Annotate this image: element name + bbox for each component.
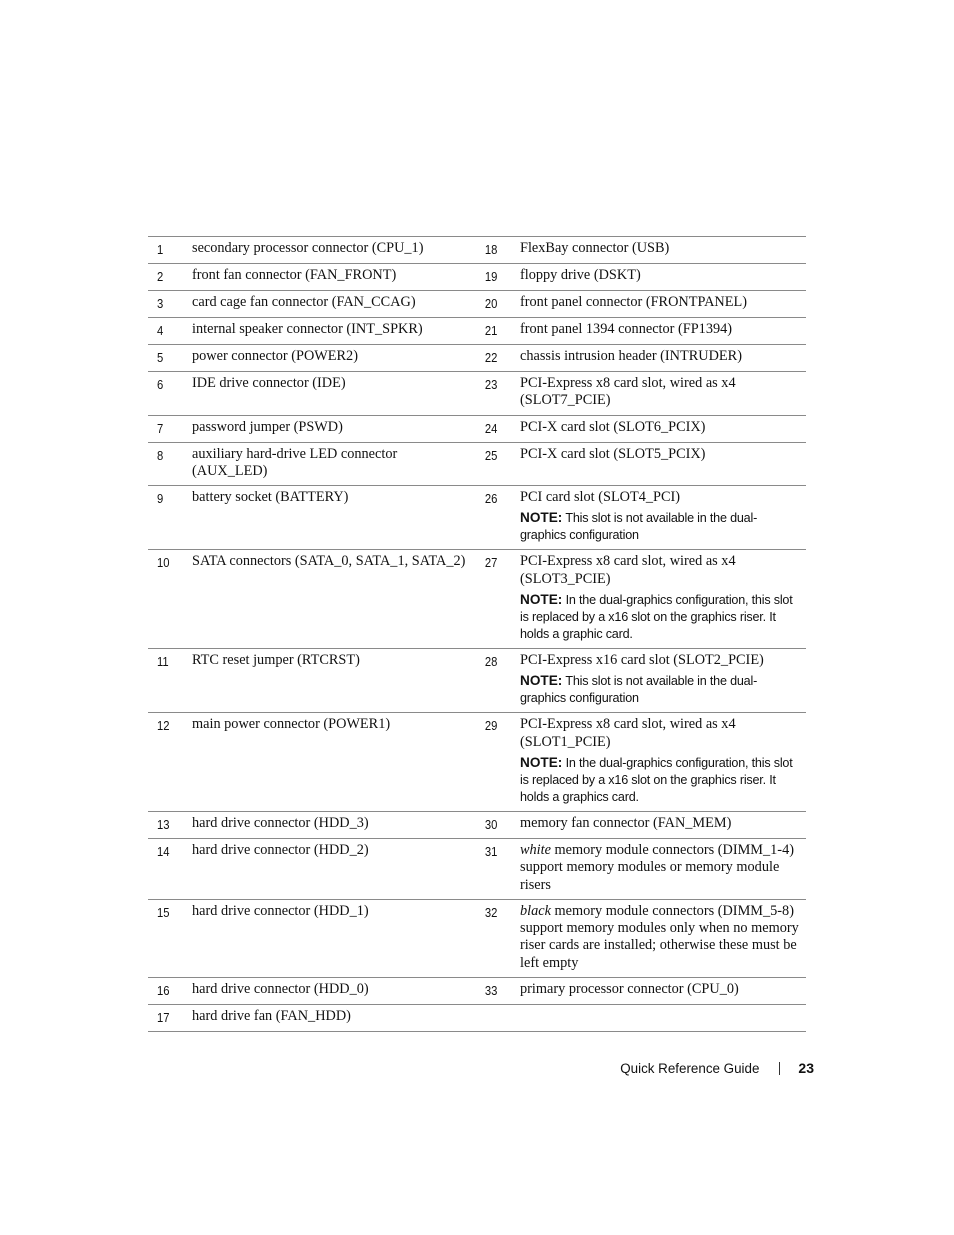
item-description-text: memory fan connector (FAN_MEM) [520,814,732,831]
item-description [520,1005,806,1013]
item-number: 16 [157,984,170,999]
item-number: 9 [157,492,164,507]
item-description [520,812,806,837]
note-text: In the dual-graphics configuration, this slot is replaced by a x16 slot on the graphics riser. It holds a graphic card. [520,593,793,642]
item-description: SATA connectors (SATA_0, SATA_1, SATA_2) [192,553,466,570]
table-row [148,1005,806,1032]
item-number [475,1005,516,1014]
item-number: 29 [484,719,498,734]
item-description [520,264,806,289]
table-row [148,442,806,486]
note-label: NOTE: [520,673,563,689]
table-row [148,550,806,649]
item-description [520,713,806,811]
item-number: 6 [157,378,164,392]
item-number: 8 [157,448,164,463]
item-description-text: PCI-Express x16 card slot (SLOT2_PCIE) [520,652,764,669]
item-description: hard drive connector (HDD_2) [192,841,369,858]
item-number: 24 [484,421,498,436]
item-number: 26 [484,492,498,507]
item-description: power connector (POWER2) [192,348,358,364]
item-number: 27 [484,556,498,571]
table-row [148,264,806,291]
item-description [520,416,806,441]
item-description: auxiliary hard-drive LED connector (AUX_LED) [192,445,398,479]
item-description [520,978,806,1003]
connector-table [148,236,806,1032]
table-row [148,811,806,838]
table-row [148,978,806,1005]
item-description-text: PCI-X card slot (SLOT5_PCIX) [520,445,706,462]
item-number: 11 [157,655,169,670]
item-description [520,237,806,262]
item-description [520,345,806,370]
item-description [520,839,806,899]
note [520,509,802,544]
item-number: 22 [484,351,498,365]
item-description-text: front panel 1394 connector (FP1394) [520,321,733,337]
item-description: password jumper (PSWD) [192,418,343,435]
table-row [148,318,806,345]
item-number: 7 [157,421,164,436]
item-description-text: chassis intrusion header (INTRUDER) [520,348,742,364]
item-description: battery socket (BATTERY) [192,489,349,506]
item-description-text: memory module connectors (DIMM_5-8) support memory modules only when no memory riser cards are installed; otherwise these must be left empty [520,902,799,971]
item-description-text: PCI-Express x8 card slot, wired as x4 (SLOT3_PCIE) [520,553,736,587]
item-description: RTC reset jumper (RTCRST) [192,652,360,669]
item-number: 17 [157,1011,170,1026]
note-label: NOTE: [520,754,563,770]
item-number: 18 [484,243,498,257]
table-row [148,713,806,812]
item-description: secondary processor connector (CPU_1) [192,240,424,256]
item-description [520,900,806,977]
item-description: IDE drive connector (IDE) [192,375,346,391]
color-emphasis: white [520,841,551,858]
table-row [148,237,806,264]
table-row [148,486,806,550]
note [520,672,802,707]
item-description: hard drive connector (HDD_1) [192,902,369,919]
item-number: 19 [484,270,498,284]
item-number: 33 [484,984,498,999]
item-number: 25 [484,448,498,463]
item-number: 3 [157,297,164,311]
item-description-text: PCI-X card slot (SLOT6_PCIX) [520,418,706,435]
item-description-text: primary processor connector (CPU_0) [520,981,739,998]
item-description: front fan connector (FAN_FRONT) [192,267,397,283]
item-number: 31 [484,844,498,859]
note-label: NOTE: [520,592,563,608]
item-number: 2 [157,270,164,284]
item-description: hard drive connector (HDD_0) [192,981,369,998]
footer-separator [779,1062,780,1075]
table-row [148,415,806,442]
item-number: 23 [484,378,498,392]
item-number: 12 [157,719,170,734]
item-number: 21 [484,324,498,338]
item-description: hard drive connector (HDD_3) [192,814,369,831]
item-description: hard drive fan (FAN_HDD) [192,1008,351,1025]
table-row [148,838,806,899]
item-description-text: PCI-Express x8 card slot, wired as x4 (SLOT1_PCIE) [520,716,736,750]
item-description-text: floppy drive (DSKT) [520,267,641,283]
item-number: 4 [157,324,164,338]
item-description: main power connector (POWER1) [192,716,391,733]
item-description [520,443,806,468]
item-description [520,318,806,343]
note-text: This slot is not available in the dual-graphics configuration [520,674,758,706]
page-footer [620,1060,814,1076]
item-number: 14 [157,844,170,859]
table-row [148,345,806,372]
item-description [520,550,806,648]
item-description [520,291,806,316]
item-description-text: FlexBay connector (USB) [520,240,670,256]
item-description-text: memory module connectors (DIMM_1-4) support memory modules or memory module risers [520,841,794,893]
table-row [148,899,806,977]
item-number: 10 [157,556,170,571]
item-number: 30 [484,817,498,832]
item-number: 1 [157,243,164,257]
table-row [148,649,806,713]
item-number: 20 [484,297,498,311]
item-number: 5 [157,351,164,365]
footer-title: Quick Reference Guide [620,1060,760,1076]
item-description: card cage fan connector (FAN_CCAG) [192,294,416,310]
item-number: 28 [484,655,498,670]
note-text: This slot is not available in the dual-graphics configuration [520,511,758,543]
table-row [148,291,806,318]
note-label: NOTE: [520,510,563,526]
item-description-text: PCI-Express x8 card slot, wired as x4 (SLOT7_PCIE) [520,375,736,409]
note [520,591,802,643]
color-emphasis: black [520,902,551,919]
item-number: 13 [157,817,170,832]
item-description [520,372,806,415]
item-description [520,486,806,549]
item-description: internal speaker connector (INT_SPKR) [192,321,423,337]
item-description [520,649,806,712]
note [520,754,802,806]
page-number: 23 [798,1060,814,1076]
connector-table-body [148,237,806,1032]
item-number: 32 [484,905,498,920]
item-number: 15 [157,905,170,920]
table-row [148,372,806,416]
item-description-text: front panel connector (FRONTPANEL) [520,294,747,310]
item-description-text: PCI card slot (SLOT4_PCI) [520,489,681,506]
note-text: In the dual-graphics configuration, this slot is replaced by a x16 slot on the graphics riser. It holds a graphics card. [520,755,793,804]
